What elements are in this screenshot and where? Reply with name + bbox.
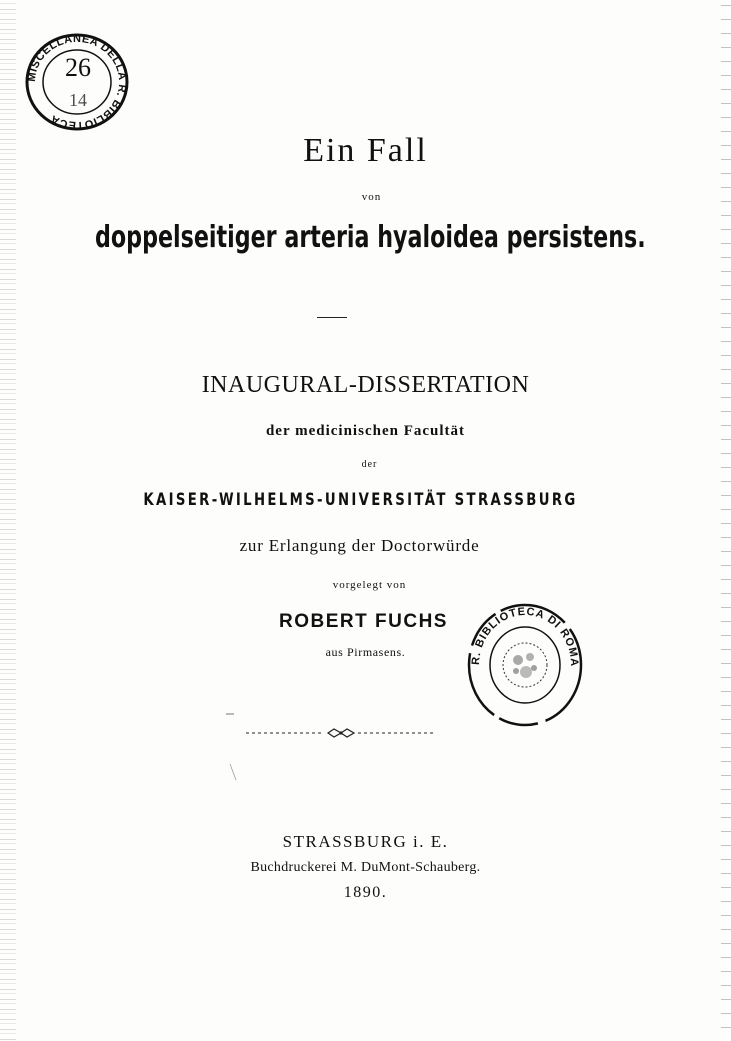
- stamp-round-ring-text: R. BIBLIOTECA DI ROMA: [469, 605, 581, 668]
- stamp-shelf-number: 26: [65, 53, 91, 82]
- subject-title: doppelseitiger arteria hyaloidea persistens.: [95, 220, 646, 255]
- ornament-rule: [246, 726, 436, 740]
- author-origin: aus Pirmasens.: [325, 645, 406, 659]
- library-stamp-top: [18, 30, 136, 134]
- author-name: ROBERT FUCHS: [279, 611, 448, 632]
- imprint-city: STRASSBURG i. E.: [282, 832, 449, 851]
- presented-by-line: vorgelegt von: [332, 579, 407, 591]
- svg-text:R. BIBLIOTECA DI ROMA: [470, 606, 580, 667]
- imprint-year: 1890.: [343, 884, 388, 901]
- faint-mark: [222, 708, 242, 788]
- von-line: von: [361, 191, 382, 203]
- der-line: der: [361, 459, 378, 470]
- stamp-ring-text: MISCELLANEA DELLA R. BIBLIOTECA: [25, 32, 129, 132]
- library-stamp-round: [466, 602, 584, 728]
- faculty-line: der medicinischen Facultät: [265, 423, 466, 439]
- divider-rule: [317, 317, 347, 318]
- title: Ein Fall: [303, 132, 428, 169]
- dissertation-heading: INAUGURAL-DISSERTATION: [201, 372, 530, 398]
- university-name: KAISER-WILHELMS-UNIVERSITÄT STRASSBURG: [143, 490, 578, 510]
- stamp-emblem-icon: [503, 643, 547, 687]
- stamp-shelf-sub: 14: [69, 90, 87, 110]
- imprint-printer: Buchdruckerei M. DuMont-Schauberg.: [250, 860, 481, 875]
- purpose-line: zur Erlangung der Doctorwürde: [239, 536, 480, 555]
